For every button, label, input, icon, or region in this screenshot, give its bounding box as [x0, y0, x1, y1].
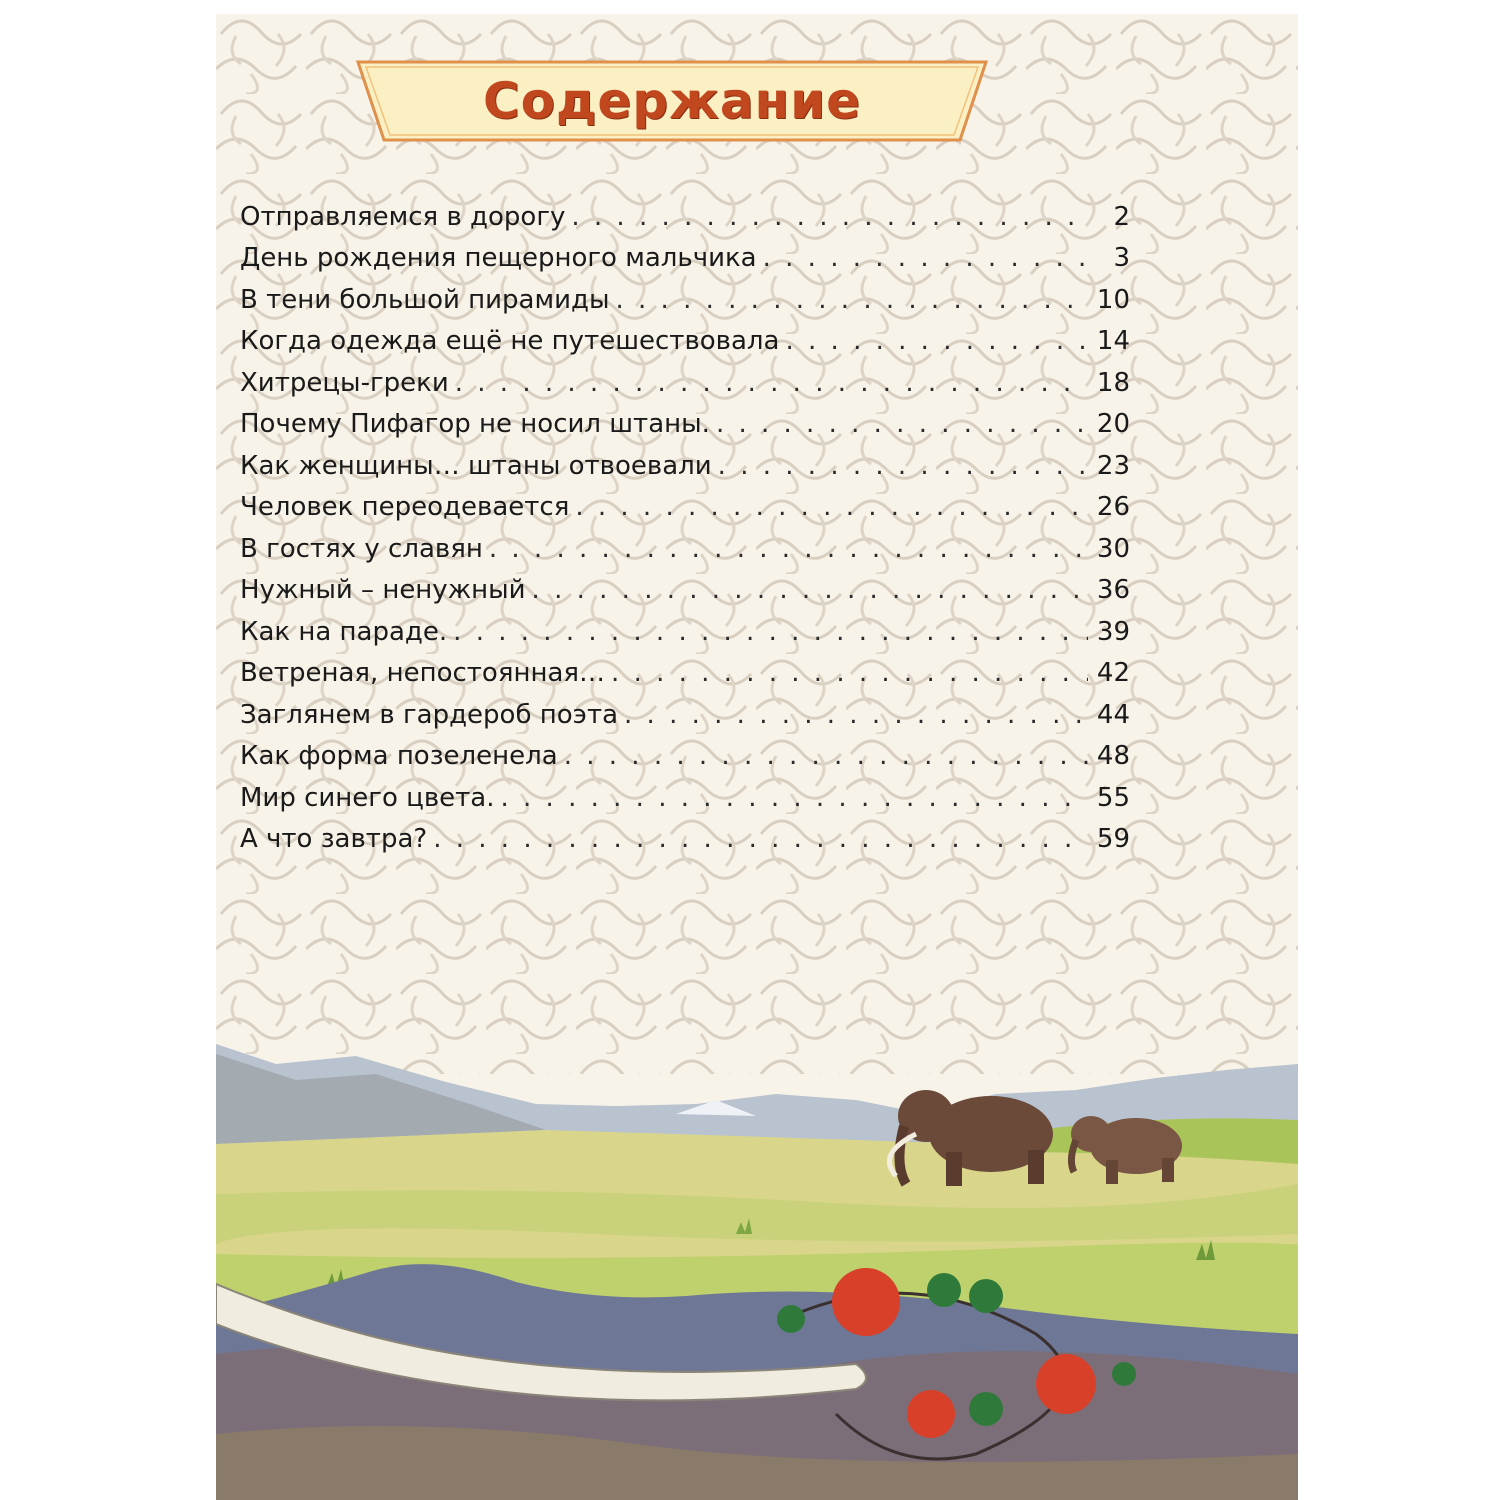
toc-entry-title: Хитрецы-греки	[240, 367, 449, 398]
toc-dot-leader	[571, 202, 1088, 232]
toc-entry-title: Как женщины… штаны отвоевали	[240, 450, 712, 481]
prehistoric-landscape-illustration	[216, 1034, 1298, 1500]
toc-page-number: 18	[1096, 367, 1130, 398]
toc-page-number: 20	[1096, 409, 1130, 439]
toc-dot-leader	[453, 617, 1088, 647]
toc-entry[interactable]	[240, 564, 1130, 606]
toc-entry[interactable]	[240, 730, 1130, 772]
toc-entry[interactable]	[240, 315, 1130, 357]
toc-page-number: 2	[1113, 201, 1130, 232]
toc-dot-leader	[433, 824, 1088, 854]
toc-entry-title: Мир синего цвета.	[240, 782, 495, 813]
toc-page-number: 14	[1096, 326, 1130, 356]
toc-dot-leader	[532, 575, 1088, 605]
table-of-contents	[240, 190, 1130, 854]
toc-entry-title: В гостях у славян	[240, 533, 483, 564]
toc-entry[interactable]	[240, 481, 1130, 523]
toc-page-number: 42	[1096, 658, 1130, 688]
toc-entry-title: Человек переодевается	[240, 492, 570, 522]
toc-entry-title: Ветреная, непостоянная…	[240, 658, 606, 688]
toc-dot-leader	[716, 409, 1088, 439]
toc-entry[interactable]	[240, 273, 1130, 315]
page-title: Содержание	[482, 72, 862, 130]
toc-entry-title: Заглянем в гардероб поэта	[240, 699, 619, 730]
toc-page-number: 23	[1096, 450, 1130, 481]
toc-entry[interactable]	[240, 647, 1130, 689]
toc-entry-title: Почему Пифагор не носил штаны.	[240, 409, 710, 439]
toc-dot-leader	[575, 492, 1088, 522]
toc-dot-leader	[611, 658, 1088, 688]
toc-entry[interactable]	[240, 190, 1130, 232]
toc-dot-leader	[785, 326, 1088, 356]
toc-dot-leader	[718, 451, 1088, 481]
toc-entry[interactable]	[240, 813, 1130, 855]
toc-page-number: 59	[1096, 824, 1130, 854]
toc-entry-title: Как на параде.	[240, 616, 448, 647]
toc-entry-title: Как форма позеленела	[240, 741, 558, 771]
toc-entry-title: Отправляемся в дорогу	[240, 201, 566, 232]
toc-entry-title: Когда одежда ещё не путешествовала	[240, 326, 780, 356]
toc-entry-title: А что завтра?	[240, 824, 428, 854]
toc-page-number: 44	[1096, 699, 1130, 730]
toc-dot-leader	[763, 243, 1088, 273]
toc-dot-leader	[489, 534, 1088, 564]
toc-entry[interactable]	[240, 771, 1130, 813]
toc-dot-leader	[616, 285, 1089, 315]
toc-entry-title: День рождения пещерного мальчика	[240, 243, 757, 273]
toc-entry-title: В тени большой пирамиды	[240, 284, 610, 315]
toc-dot-leader	[455, 368, 1088, 398]
toc-dot-leader	[500, 783, 1088, 813]
toc-entry[interactable]	[240, 232, 1130, 274]
toc-entry[interactable]	[240, 688, 1130, 730]
toc-page-number: 30	[1096, 533, 1130, 564]
toc-page-number: 48	[1096, 741, 1130, 771]
toc-entry[interactable]	[240, 398, 1130, 440]
toc-page-number: 3	[1113, 243, 1130, 273]
toc-dot-leader	[564, 741, 1088, 771]
toc-page-number: 26	[1096, 492, 1130, 522]
book-page	[216, 14, 1298, 1500]
toc-page-number: 55	[1096, 782, 1130, 813]
toc-dot-leader	[624, 700, 1088, 730]
toc-entry-title: Нужный – ненужный	[240, 575, 526, 605]
toc-entry[interactable]	[240, 605, 1130, 647]
toc-entry[interactable]	[240, 356, 1130, 398]
toc-page-number: 36	[1096, 575, 1130, 605]
toc-entry[interactable]	[240, 522, 1130, 564]
toc-entry[interactable]	[240, 439, 1130, 481]
toc-page-number: 39	[1096, 616, 1130, 647]
toc-page-number: 10	[1096, 284, 1130, 315]
